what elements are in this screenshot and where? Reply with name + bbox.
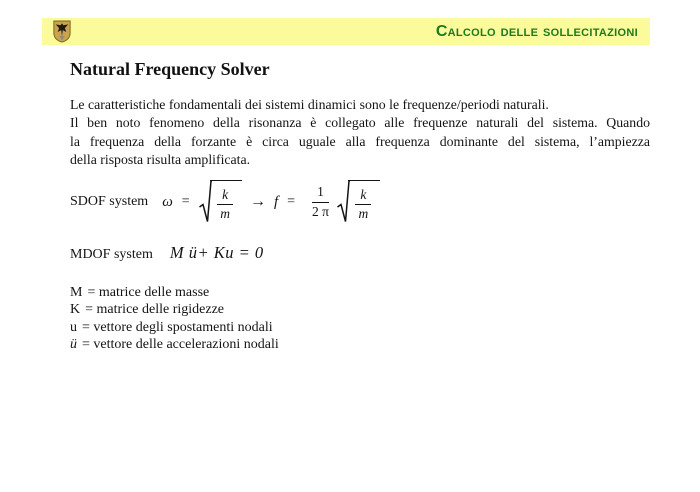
fraction-k-over-m	[353, 187, 373, 222]
fraction-denominator: m	[220, 206, 230, 221]
fraction-numerator: 1	[312, 184, 329, 202]
fraction-numerator: k	[355, 187, 371, 205]
fraction-denominator: 2 π	[312, 203, 329, 219]
page-title: Natural Frequency Solver	[70, 59, 270, 79]
body-line: Il ben noto fenomeno della risonanza è collegato alle frequenze naturali del sistema. Quando	[70, 115, 650, 131]
definition-symbol: M	[70, 285, 83, 300]
definition-row	[70, 336, 279, 353]
definitions-list	[70, 284, 279, 354]
equals-sign: =	[287, 194, 296, 209]
fraction-denominator: m	[358, 206, 369, 221]
sdof-equation-row	[70, 177, 380, 227]
definition-symbol: ü	[70, 337, 77, 353]
fraction-k-over-m	[215, 187, 235, 222]
sqrt-k-over-m	[199, 180, 242, 224]
definition-text: = vettore degli spostamenti nodali	[82, 319, 273, 335]
definition-symbol: K	[70, 302, 81, 318]
definition-symbol: u	[70, 319, 77, 335]
radicand	[348, 180, 380, 224]
right-arrow-icon: →	[249, 193, 266, 210]
equals-sign: =	[181, 194, 190, 209]
sdof-label: SDOF system	[70, 194, 149, 209]
f-symbol: f	[273, 193, 279, 210]
mdof-equation-row	[70, 243, 264, 263]
definition-text: = vettore delle accelerazioni nodali	[82, 337, 279, 353]
mdof-label: MDOF system	[70, 247, 153, 262]
definition-text: = matrice delle rigidezze	[85, 302, 224, 318]
definition-text: = matrice delle masse	[87, 285, 210, 300]
definition-row	[70, 284, 279, 301]
body-line: la frequenza della forzante è circa uguale alla frequenza dominante del sistema, l’ampiezza	[70, 133, 650, 149]
body-line: della risposta risulta amplificata.	[70, 152, 251, 168]
radicand	[210, 180, 242, 224]
definition-row	[70, 319, 279, 336]
fraction-one-over-two-pi	[307, 184, 334, 219]
omega-symbol: ω	[162, 193, 173, 210]
sqrt-k-over-m	[337, 180, 380, 224]
fraction-numerator: k	[217, 187, 233, 205]
definition-row	[70, 301, 279, 318]
body-line: Le caratteristiche fondamentali dei sistemi dinamici sono le frequenze/periodi naturali.	[70, 97, 549, 112]
header-title: Calcolo delle sollecitazioni	[435, 23, 638, 40]
body-paragraph	[70, 96, 650, 170]
header-bar	[42, 18, 650, 45]
eagle-crest-icon	[52, 20, 72, 43]
mdof-formula: M ü+ Ku = 0	[169, 243, 264, 262]
